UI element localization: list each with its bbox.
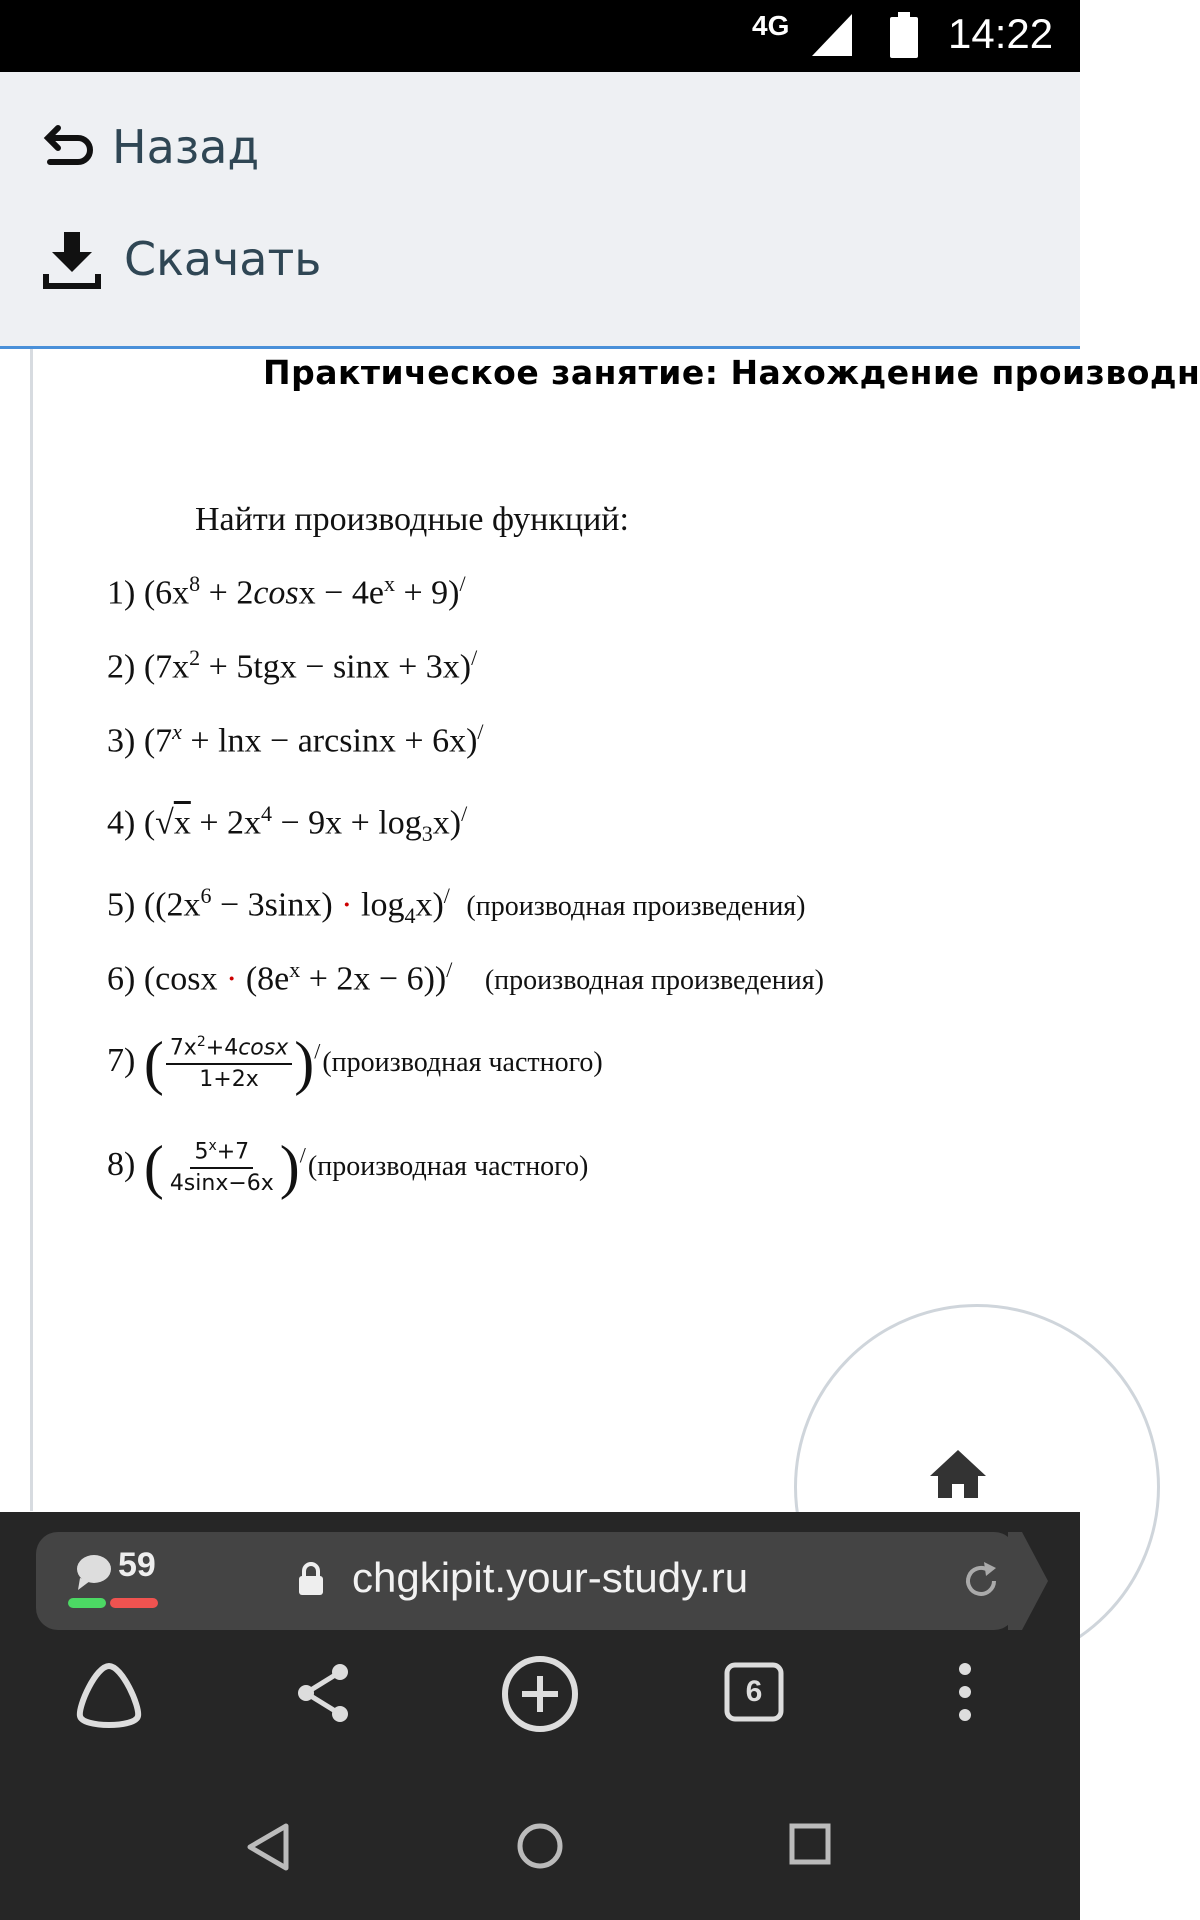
address-bar[interactable] xyxy=(36,1532,1016,1630)
task-1: 1) $(6x^8 + 2\cos x - 4e^x + 9)^/$ xyxy=(107,571,466,612)
nav-back-icon[interactable] xyxy=(246,1822,290,1872)
browser-bottom-bar xyxy=(0,1512,1080,1920)
fraction: $\frac{5^x+7}{4\sin x-6x}$ xyxy=(169,1138,274,1196)
task-7: 7) ( $\frac{7x^2+4\cos x}{1+2x}$ )/(производная частного) xyxy=(107,1030,603,1096)
clock: 14:22 xyxy=(948,10,1054,57)
document-heading: Найти производные функций: xyxy=(195,501,629,538)
download-label: Скачать xyxy=(124,232,322,286)
alice-icon[interactable] xyxy=(74,1662,144,1732)
back-arrow-icon xyxy=(42,122,102,172)
task-note: (производная произведения) xyxy=(484,965,824,997)
task-number: 3) xyxy=(107,722,136,760)
url-text[interactable]: chgkipit.your-study.ru xyxy=(352,1554,749,1601)
task-5: 5) $((2x^6 - 3\sin x) \cdot \log_4x)^/$ (производная произведения) xyxy=(107,883,806,929)
battery-icon xyxy=(890,12,918,58)
reload-icon[interactable] xyxy=(960,1560,1002,1602)
task-note: (производная частного) xyxy=(307,1150,589,1182)
task-8: 8) ( $\frac{5^x+7}{4\sin x-6x}$ )/(производная частного) xyxy=(107,1134,589,1200)
task-note: (производная частного) xyxy=(322,1046,603,1078)
task-number: 4) xyxy=(107,804,136,842)
task-number: 8) xyxy=(107,1145,136,1183)
task-number: 1) xyxy=(107,574,136,612)
tabs-count: 6 xyxy=(745,1675,763,1708)
more-vert-icon[interactable] xyxy=(958,1662,972,1722)
task-number: 7) xyxy=(107,1041,136,1079)
comment-rating-bar xyxy=(68,1598,158,1608)
network-type: 4G xyxy=(752,10,790,41)
home-icon[interactable] xyxy=(928,1448,988,1500)
tabs-button[interactable] xyxy=(724,1662,784,1722)
lock-icon xyxy=(298,1562,324,1596)
task-4: 4) $(√x + 2x^4 - 9x + \log_3x)^/$ xyxy=(107,801,468,847)
task-number: 6) xyxy=(107,960,136,998)
fraction: $\frac{7x^2+4\cos x}{1+2x}$ xyxy=(166,1034,292,1091)
signal-icon xyxy=(812,14,852,56)
task-6: 6) $(\cos x \cdot (8e^x + 2x - 6))^/$ (производная произведения) xyxy=(107,957,824,998)
share-icon[interactable] xyxy=(296,1662,350,1724)
page-header xyxy=(0,72,1080,349)
document-title: Практическое занятие: Нахождение производн xyxy=(263,353,1200,392)
add-icon[interactable] xyxy=(500,1654,580,1734)
nav-home-icon[interactable] xyxy=(516,1822,564,1870)
task-2: 2) $(7x^2 + 5tgx - \sin x + 3x)^/$ xyxy=(107,645,478,686)
task-number: 2) xyxy=(107,648,136,686)
comment-icon[interactable] xyxy=(74,1552,114,1592)
task-3: 3) $(7^x + \ln x - \arcsin x + 6x)^/$ xyxy=(107,719,484,760)
address-bar-arrow xyxy=(1008,1532,1048,1630)
nav-recent-icon[interactable] xyxy=(788,1822,832,1866)
download-icon xyxy=(42,230,102,292)
status-bar xyxy=(0,0,1080,72)
comments-count[interactable]: 59 xyxy=(118,1546,156,1584)
task-number: 5) xyxy=(107,886,136,924)
back-label: Назад xyxy=(112,120,260,174)
task-note: (производная произведения) xyxy=(466,891,806,923)
